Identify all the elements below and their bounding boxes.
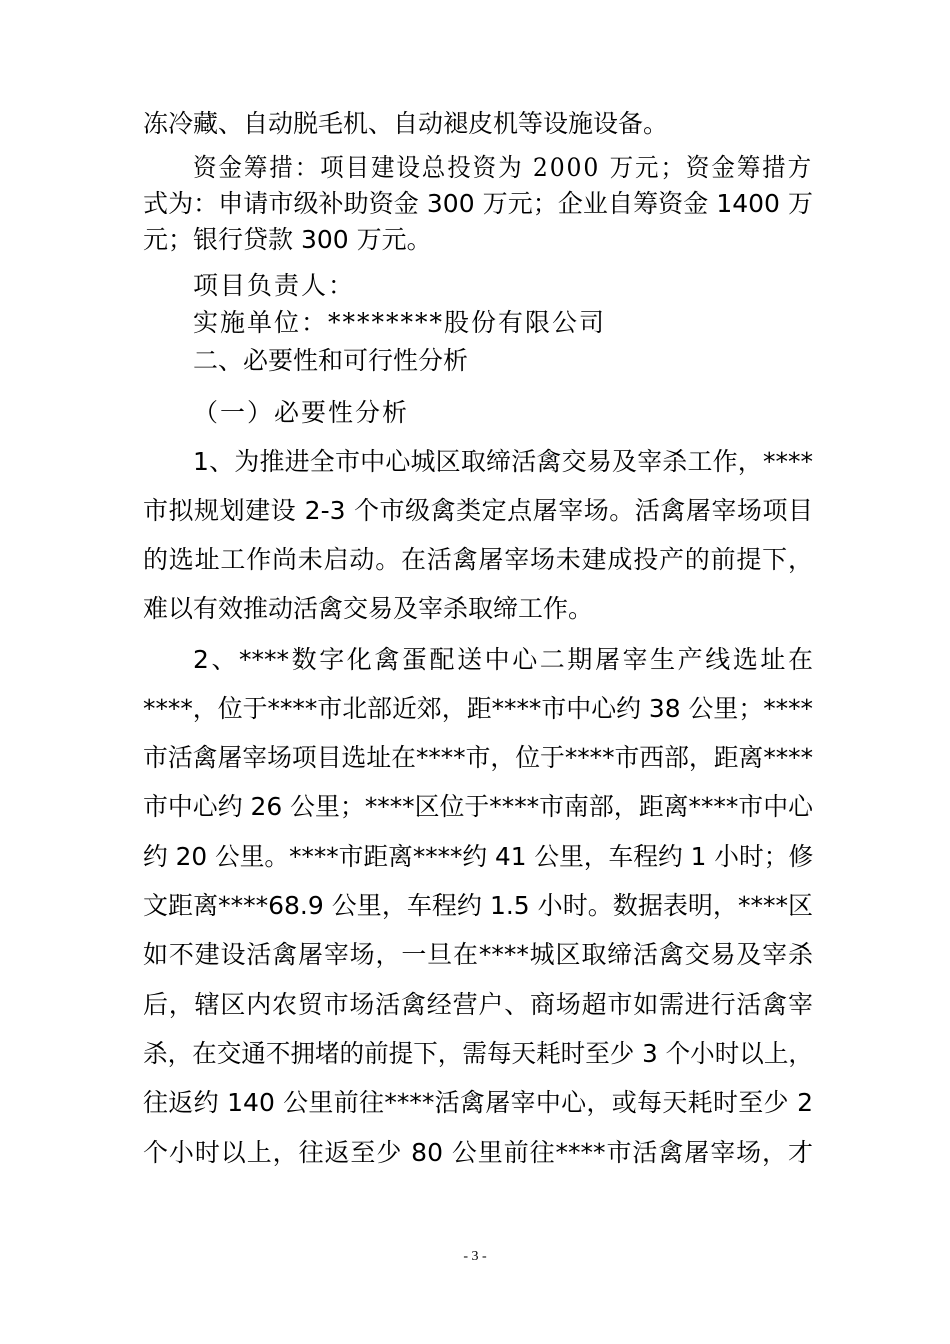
paragraph-2-line-10: 往返约 140 公里前往****活禽屠宰中心，或每天耗时至少 2 (143, 1088, 813, 1117)
paragraph-1-line-4: 难以有效推动活禽交易及宰杀取缔工作。 (143, 594, 594, 623)
paragraph-2-line-4: 市中心约 26 公里；****区位于****市南部，距离****市中心 (143, 792, 813, 821)
paragraph-2-line-3: 市活禽屠宰场项目选址在****市，位于****市西部，距离**** (143, 743, 814, 772)
paragraph-2-line-6: 文距离****68.9 公里，车程约 1.5 小时。数据表明，****区 (143, 891, 813, 920)
paragraph-2-line-5: 约 20 公里。****市距离****约 41 公里，车程约 1 小时；修 (143, 842, 814, 871)
paragraph-2-line-11: 个小时以上，往返至少 80 公里前往****市活禽屠宰场，才 (143, 1138, 813, 1167)
text-line-funding-end: 元；银行贷款 300 万元。 (143, 225, 432, 254)
text-line-project-leader: 项目负责人： (193, 271, 356, 300)
text-line-funding-cont: 式为：申请市级补助资金 300 万元；企业自筹资金 1400 万 (143, 189, 813, 218)
text-line-equipment: 冻冷藏、自动脱毛机、自动褪皮机等设施设备。 (143, 109, 669, 138)
paragraph-2-line-2: ****，位于****市北部近郊，距****市中心约 38 公里；**** (143, 694, 813, 723)
paragraph-2-line-7: 如不建设活禽屠宰场，一旦在****城区取缔活禽交易及宰杀 (143, 940, 813, 969)
text-line-implementing-unit: 实施单位：********股份有限公司 (193, 308, 607, 337)
page-number: - 3 - (463, 1249, 487, 1264)
paragraph-2-line-8: 后，辖区内农贸市场活禽经营户、商场超市如需进行活禽宰 (143, 990, 813, 1019)
paragraph-1-line-2: 市拟规划建设 2-3 个市级禽类定点屠宰场。活禽屠宰场项目 (143, 496, 813, 525)
text-line-funding: 资金筹措：项目建设总投资为 2000 万元；资金筹措方 (193, 153, 813, 182)
paragraph-1-line-3: 的选址工作尚未启动。在活禽屠宰场未建成投产的前提下， (143, 545, 813, 574)
paragraph-2-line-1: 2、****数字化禽蛋配送中心二期屠宰生产线选址在 (193, 645, 813, 674)
section-heading-analysis: 二、必要性和可行性分析 (193, 346, 469, 375)
paragraph-2-line-9: 杀，在交通不拥堵的前提下，需每天耗时至少 3 个小时以上， (143, 1039, 813, 1068)
subsection-heading-necessity: （一）必要性分析 (193, 398, 410, 427)
paragraph-1-line-1: 1、为推进全市中心城区取缔活禽交易及宰杀工作，**** (193, 447, 813, 476)
